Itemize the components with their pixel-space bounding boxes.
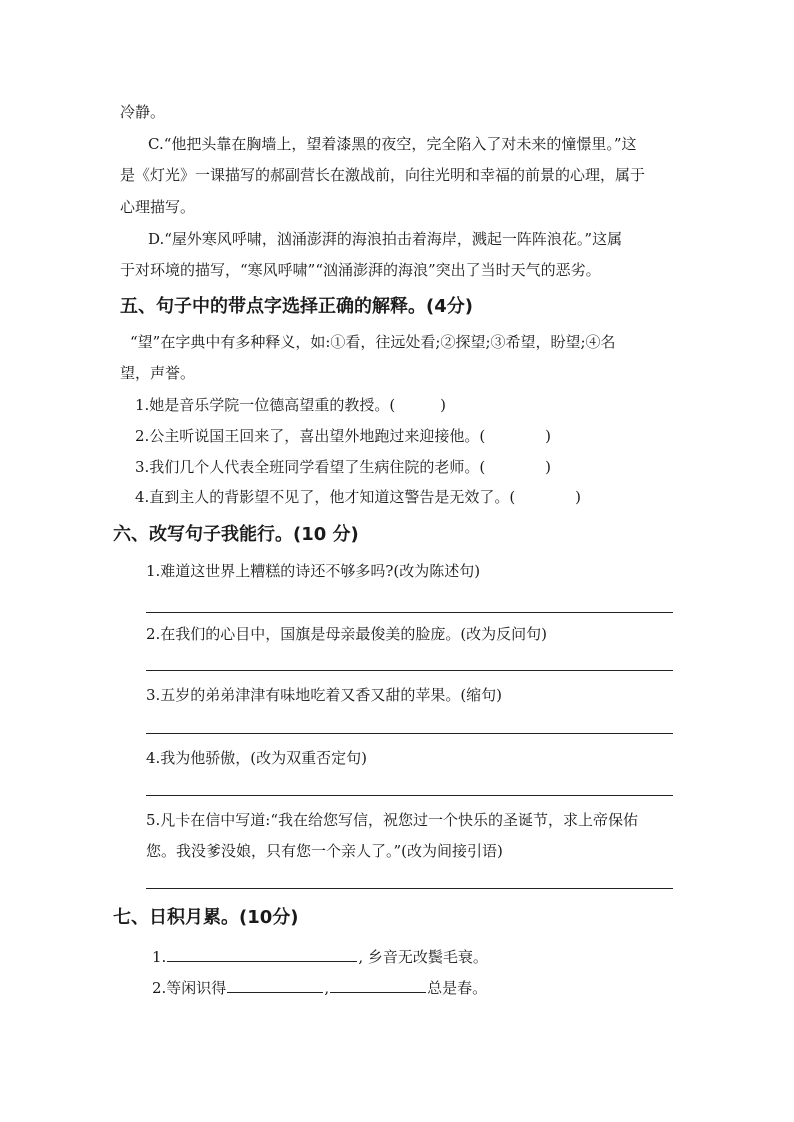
option-d-line-2: 于对环境的描写，“寒风呼啸”“汹涌澎湃的海浪”突出了当时天气的恶劣。 bbox=[120, 261, 601, 279]
section-6-item-4: 4.我为他骄傲，(改为双重否定句) bbox=[146, 749, 368, 767]
option-c-line-1: C.“他把头靠在胸墙上，望着漆黑的夜空，完全陷入了对未来的憧憬里。”这 bbox=[148, 135, 637, 153]
fill-blank-3[interactable] bbox=[330, 976, 426, 993]
section-5-intro-line-2: 望，声誉。 bbox=[120, 364, 196, 382]
section-5-heading: 五、句子中的带点字选择正确的解释。(4分) bbox=[120, 296, 473, 317]
section-5-item-3 bbox=[135, 457, 551, 477]
answer-paren[interactable]: ( ) bbox=[389, 396, 447, 414]
fill-blank-2[interactable] bbox=[227, 976, 323, 993]
section-7-item-2 bbox=[152, 976, 487, 998]
answer-line-4[interactable] bbox=[146, 795, 673, 796]
item-text: 2.等闲识得 bbox=[152, 979, 227, 997]
section-6-item-3: 3.五岁的弟弟津津有味地吃着又香又甜的苹果。(缩句) bbox=[146, 686, 503, 704]
section-5-intro-line-1: “望”在字典中有多种释义，如:①看，往远处看;②探望;③希望，盼望;④名 bbox=[130, 333, 616, 351]
section-5-item-4 bbox=[135, 487, 581, 507]
item-text: 1.她是音乐学院一位德高望重的教授。 bbox=[135, 396, 390, 414]
item-text: 3.我们几个人代表全班同学看望了生病住院的老师。 bbox=[135, 458, 480, 476]
item-text: 总是春。 bbox=[427, 979, 488, 997]
item-separator: , bbox=[324, 979, 330, 997]
item-text: , 乡音无改鬓毛衰。 bbox=[358, 948, 488, 966]
answer-paren[interactable]: ( ) bbox=[479, 458, 552, 476]
section-6-item-5-line-2: 您。我没爹没娘，只有您一个亲人了。”(改为间接引语) bbox=[146, 842, 503, 860]
answer-paren[interactable]: ( ) bbox=[509, 488, 582, 506]
section-6-item-2: 2.在我们的心目中，国旗是母亲最俊美的脸庞。(改为反问句) bbox=[146, 625, 548, 643]
answer-line-2[interactable] bbox=[146, 670, 673, 671]
answer-line-3[interactable] bbox=[146, 733, 673, 734]
section-7-heading: 七、日积月累。(10分) bbox=[113, 907, 299, 928]
item-text: 2.公主听说国王回来了，喜出望外地跑过来迎接他。 bbox=[135, 427, 480, 445]
section-6-item-1: 1.难道这世界上糟糕的诗还不够多吗?(改为陈述句) bbox=[146, 562, 481, 580]
section-6-heading: 六、改写句子我能行。(10 分) bbox=[113, 524, 359, 545]
section-5-item-2 bbox=[135, 426, 551, 446]
text-line: 冷静。 bbox=[120, 103, 166, 121]
item-number: 1. bbox=[152, 948, 167, 966]
answer-paren[interactable]: ( ) bbox=[479, 427, 552, 445]
fill-blank-1[interactable] bbox=[167, 945, 357, 962]
option-c-line-3: 心理描写。 bbox=[120, 198, 196, 216]
item-text: 4.直到主人的背影望不见了，他才知道这警告是无效了。 bbox=[135, 488, 510, 506]
answer-line-1[interactable] bbox=[146, 612, 673, 613]
section-7-item-1 bbox=[152, 945, 488, 967]
answer-line-5[interactable] bbox=[146, 888, 673, 889]
option-d-line-1: D.“屋外寒风呼啸，汹涌澎湃的海浪拍击着海岸，溅起一阵阵浪花。”这属 bbox=[148, 230, 623, 248]
option-c-line-2: 是《灯光》一课描写的郝副营长在激战前，向往光明和幸福的前景的心理，属于 bbox=[120, 166, 646, 184]
section-6-item-5-line-1: 5.凡卡在信中写道:“我在给您写信，祝您过一个快乐的圣诞节，求上帝保佑 bbox=[146, 811, 639, 829]
section-5-item-1 bbox=[135, 395, 446, 415]
